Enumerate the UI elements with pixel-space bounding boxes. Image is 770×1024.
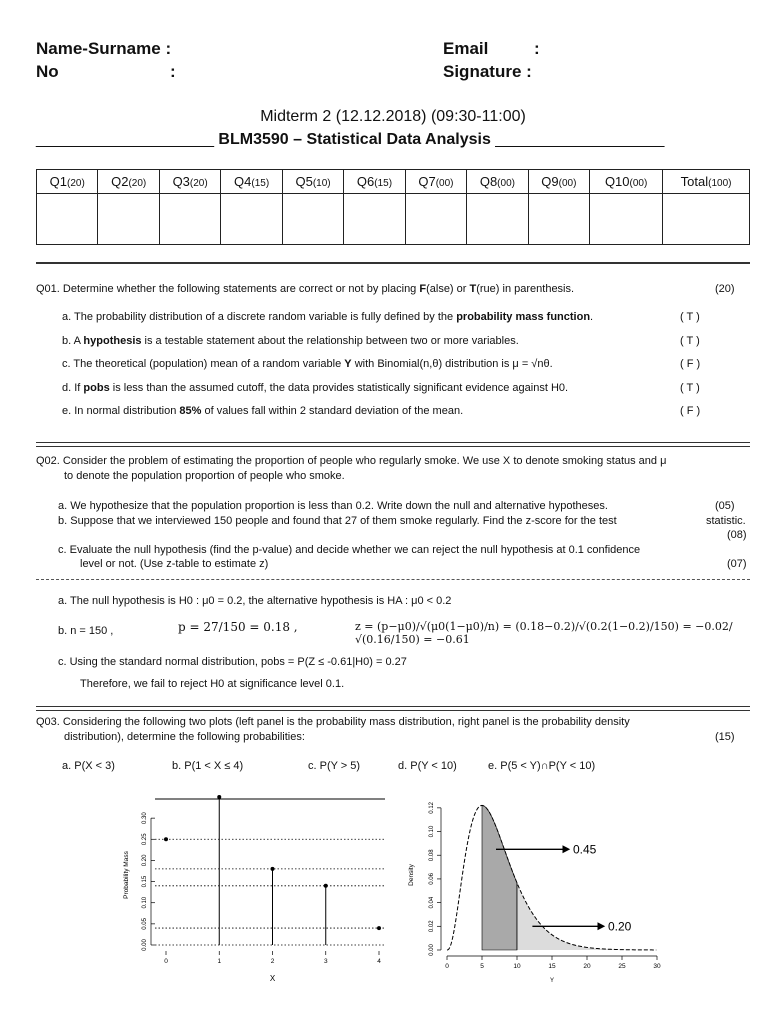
email-colon: : xyxy=(534,39,540,58)
q03-part: b. P(1 < X ≤ 4) xyxy=(172,760,244,772)
q02-part-c: c. Evaluate the null hypothesis (find the p-value) and decide whether we can reject the null hypothesis at 0.1 confidence xyxy=(58,544,641,556)
score-cell[interactable] xyxy=(98,194,159,245)
pdf-xtick-label: 25 xyxy=(618,963,626,970)
pmf-xtick-label: 4 xyxy=(377,958,381,965)
pdf-label-020: 0.20 xyxy=(608,919,632,934)
pdf-xtick-label: 5 xyxy=(480,963,484,970)
pmf-point xyxy=(164,837,168,841)
q02-part-b-points: (08) xyxy=(727,529,747,541)
pmf-point xyxy=(271,867,275,871)
score-header: Q8(00) xyxy=(467,170,528,194)
score-cell[interactable] xyxy=(344,194,405,245)
q03-part: a. P(X < 3) xyxy=(62,760,115,772)
q02-line1: Q02. Consider the problem of estimating the proportion of people who regularly smoke. We use X to denote smoking status and μ xyxy=(36,455,667,467)
score-cell[interactable] xyxy=(282,194,343,245)
score-header: Total(100) xyxy=(663,170,750,194)
q03-part: c. P(Y > 5) xyxy=(308,760,361,772)
no-label: No xyxy=(36,62,59,81)
score-cell[interactable] xyxy=(467,194,528,245)
pdf-xtick-label: 0 xyxy=(445,963,449,970)
score-header: Q7(00) xyxy=(405,170,466,194)
pmf-point xyxy=(324,884,328,888)
score-header: Q1(20) xyxy=(37,170,98,194)
q02-answer-c: c. Using the standard normal distribution, pobs = P(Z ≤ -0.61|H0) = 0.27 xyxy=(58,656,407,668)
pdf-xtick-label: 15 xyxy=(548,963,556,970)
pdf-ytick-label: 0.00 xyxy=(429,944,435,956)
score-header: Q3(20) xyxy=(159,170,220,194)
pmf-point xyxy=(377,926,381,930)
pdf-xlabel: Y xyxy=(549,978,555,984)
signature-label: Signature : xyxy=(443,62,532,81)
pdf-ylabel: Density xyxy=(408,864,415,886)
pmf-point xyxy=(217,795,221,799)
divider xyxy=(36,579,750,580)
pmf-ytick-label: 0.10 xyxy=(142,896,148,909)
pdf-xtick-label: 10 xyxy=(513,963,521,970)
q02-part-a-points: (05) xyxy=(715,500,735,512)
q02-line2: to denote the population proportion of people who smoke. xyxy=(64,470,345,482)
q01-answer: ( T ) xyxy=(680,381,700,394)
pmf-ytick-label: 0.00 xyxy=(142,939,148,951)
q02-answer-a: a. The null hypothesis is H0 : μ0 = 0.2, the alternative hypothesis is HA : μ0 < 0.2 xyxy=(58,595,452,607)
q01-statement: c. The theoretical (population) mean of a random variable Y with Binomial(n,θ) distribution is μ = √nθ. xyxy=(62,358,553,370)
pmf-xtick-label: 0 xyxy=(164,958,168,965)
pmf-ytick-label: 0.30 xyxy=(142,812,148,824)
pmf-ylabel: Probability Mass xyxy=(123,851,130,899)
name-surname-label: Name-Surname : xyxy=(36,39,172,58)
pmf-ytick-label: 0.20 xyxy=(142,854,148,867)
q01-statement: b. A hypothesis is a testable statement about the relationship between two or more variables. xyxy=(62,334,519,347)
score-table xyxy=(36,169,750,245)
q03-points: (15) xyxy=(715,731,735,743)
pdf-ytick-label: 0.10 xyxy=(429,825,435,838)
pdf-label-045: 0.45 xyxy=(573,842,597,857)
score-cell[interactable] xyxy=(528,194,589,245)
pmf-chart xyxy=(110,785,400,995)
pmf-xtick-label: 2 xyxy=(270,958,275,965)
divider xyxy=(36,262,750,264)
pdf-ytick-label: 0.02 xyxy=(429,920,435,933)
density-chart xyxy=(405,790,670,990)
pdf-xtick-label: 20 xyxy=(583,963,591,970)
q01-statement: e. In normal distribution 85% of values fall within 2 standard deviation of the mean. xyxy=(62,405,464,417)
score-header: Q6(15) xyxy=(344,170,405,194)
q02-part-b: b. Suppose that we interviewed 150 people and found that 27 of them smoke regularly. Find the z-score for the test xyxy=(58,515,617,527)
pdf-xtick-label: 30 xyxy=(653,963,661,970)
score-header: Q2(20) xyxy=(98,170,159,194)
q03-line2: distribution), determine the following probabilities: xyxy=(64,731,305,743)
score-cell[interactable] xyxy=(405,194,466,245)
q03-part: d. P(Y < 10) xyxy=(398,760,457,772)
score-cell[interactable] xyxy=(159,194,220,245)
pdf-ytick-label: 0.04 xyxy=(429,896,435,909)
no-colon: : xyxy=(170,62,176,81)
q02-part-b-tail: statistic. xyxy=(706,515,746,527)
q02-answer-c-2: Therefore, we fail to reject H0 at significance level 0.1. xyxy=(80,678,345,690)
score-header: Q4(15) xyxy=(221,170,282,194)
divider xyxy=(36,442,750,447)
score-header: Q10(00) xyxy=(590,170,663,194)
q03-line1: Q03. Considering the following two plots (left panel is the probability mass distribution, right panel is the probability density xyxy=(36,716,630,728)
q01-answer: ( T ) xyxy=(680,311,700,323)
pdf-arrowhead-045 xyxy=(563,845,571,853)
score-header: Q5(10) xyxy=(282,170,343,194)
q02-part-a: a. We hypothesize that the population proportion is less than 0.2. Write down the null and alternative hypotheses. xyxy=(58,500,608,512)
pmf-xtick-label: 3 xyxy=(323,958,328,965)
q01-answer: ( F ) xyxy=(680,358,701,370)
score-cell[interactable] xyxy=(221,194,282,245)
score-cell[interactable] xyxy=(663,194,750,245)
pmf-ytick-label: 0.05 xyxy=(142,918,148,930)
email-label: Email xyxy=(443,39,489,58)
q01-answer: ( F ) xyxy=(680,405,701,417)
score-header: Q9(00) xyxy=(528,170,589,194)
pmf-xtick-label: 1 xyxy=(217,958,222,965)
q01-intro: Q01. Determine whether the following statements are correct or not by placing F(alse) or T(rue) in parenthesis. xyxy=(36,283,575,295)
q02-answer-b-z: z = (p−μ0)/√(μ0(1−μ0)/n) = (0.18−0.2)/√(0.2(1−0.2)/150) = −0.02/√(0.16/150) = −0.61 xyxy=(355,620,733,646)
pmf-xlabel: X xyxy=(269,974,276,983)
score-cell[interactable] xyxy=(37,194,98,245)
pdf-arrowhead-020 xyxy=(598,922,606,930)
q01-statement: a. The probability distribution of a discrete random variable is fully defined by the probability mass function. xyxy=(62,311,594,323)
q02-answer-b-p: p = 27/150 = 0.18 , xyxy=(178,620,298,634)
pdf-shade-5-10 xyxy=(482,805,517,950)
q01-answer: ( T ) xyxy=(680,334,700,347)
q02-part-c-points: (07) xyxy=(727,558,747,570)
score-cell[interactable] xyxy=(590,194,663,245)
exam-date: Midterm 2 (12.12.2018) (09:30-11:00) xyxy=(260,108,526,125)
q01-points: (20) xyxy=(715,283,735,295)
pdf-ytick-label: 0.06 xyxy=(429,873,435,885)
q03-part: e. P(5 < Y)∩P(Y < 10) xyxy=(488,760,596,772)
divider xyxy=(36,706,750,711)
pdf-ytick-label: 0.08 xyxy=(429,849,435,862)
course-title: ____________________ BLM3590 – Statistical Data Analysis ___________________ xyxy=(36,131,665,148)
pdf-ytick-label: 0.12 xyxy=(429,802,435,814)
pdf-shade-10-plus xyxy=(517,883,657,950)
q01-statement: d. If pobs is less than the assumed cutoff, the data provides statistically significant evidence against H0. xyxy=(62,381,569,394)
pmf-ytick-label: 0.25 xyxy=(142,833,148,846)
q02-answer-b-n: b. n = 150 , xyxy=(58,625,114,637)
pmf-ytick-label: 0.15 xyxy=(142,875,148,888)
q02-part-c-2: level or not. (Use z-table to estimate z) xyxy=(80,558,269,570)
